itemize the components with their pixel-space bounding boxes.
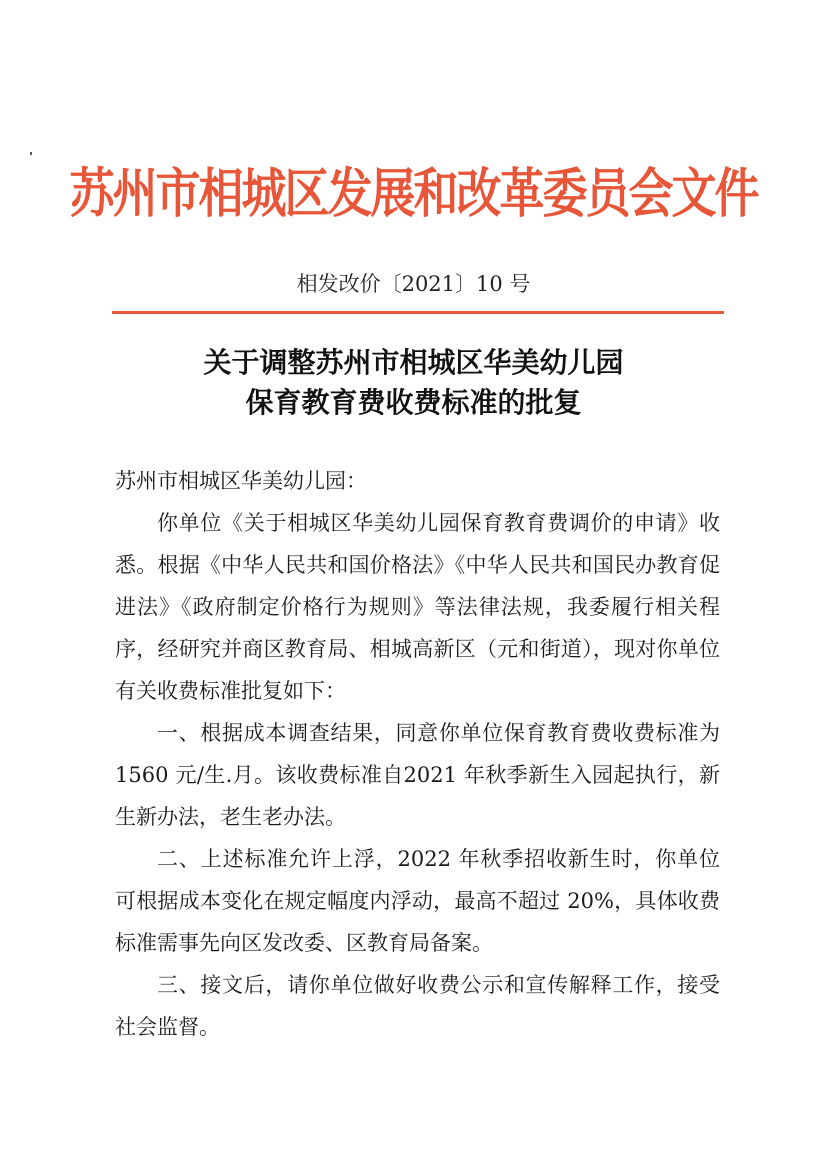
document-body: [115, 460, 720, 1048]
document-title-line-1: 关于调整苏州市相城区华美幼儿园: [203, 346, 624, 379]
body-paragraph-2: 二、上述标准允许上浮，2022 年秋季招收新生时，你单位可根据成本变化在规定幅度内浮动，最高不超过 20%，具体收费标准需事先向区发改委、区教育局备案。: [115, 847, 720, 955]
document-title-line-2: 保育教育费收费标准的批复: [245, 386, 582, 419]
body-paragraph-3: 三、接文后，请你单位做好收费公示和宣传解释工作，接受社会监督。: [115, 973, 720, 1039]
addressee: 苏州市相城区华美幼儿园：: [115, 469, 367, 493]
body-paragraph-intro: 你单位《关于相城区华美幼儿园保育教育费调价的申请》收悉。根据《中华人民共和国价格法》《中华人民共和国民办教育促进法》《政府制定价格行为规则》等法律法规，我委履行相关程序，经研究并商区教育局、相城高新区（元和街道），现对你单位有关收费标准批复如下：: [115, 511, 720, 703]
document-number: 相发改价〔2021〕10 号: [296, 272, 531, 296]
body-paragraph-1: 一、根据成本调查结果，同意你单位保育教育费收费标准为1560 元/生.月。该收费标准自2021 年秋季新生入园起执行，新生新办法，老生老办法。: [115, 721, 720, 829]
document-title: [0, 343, 827, 423]
document-header-title: 苏州市相城区发展和改革委员会文件: [69, 161, 758, 225]
header-divider: [112, 311, 724, 314]
